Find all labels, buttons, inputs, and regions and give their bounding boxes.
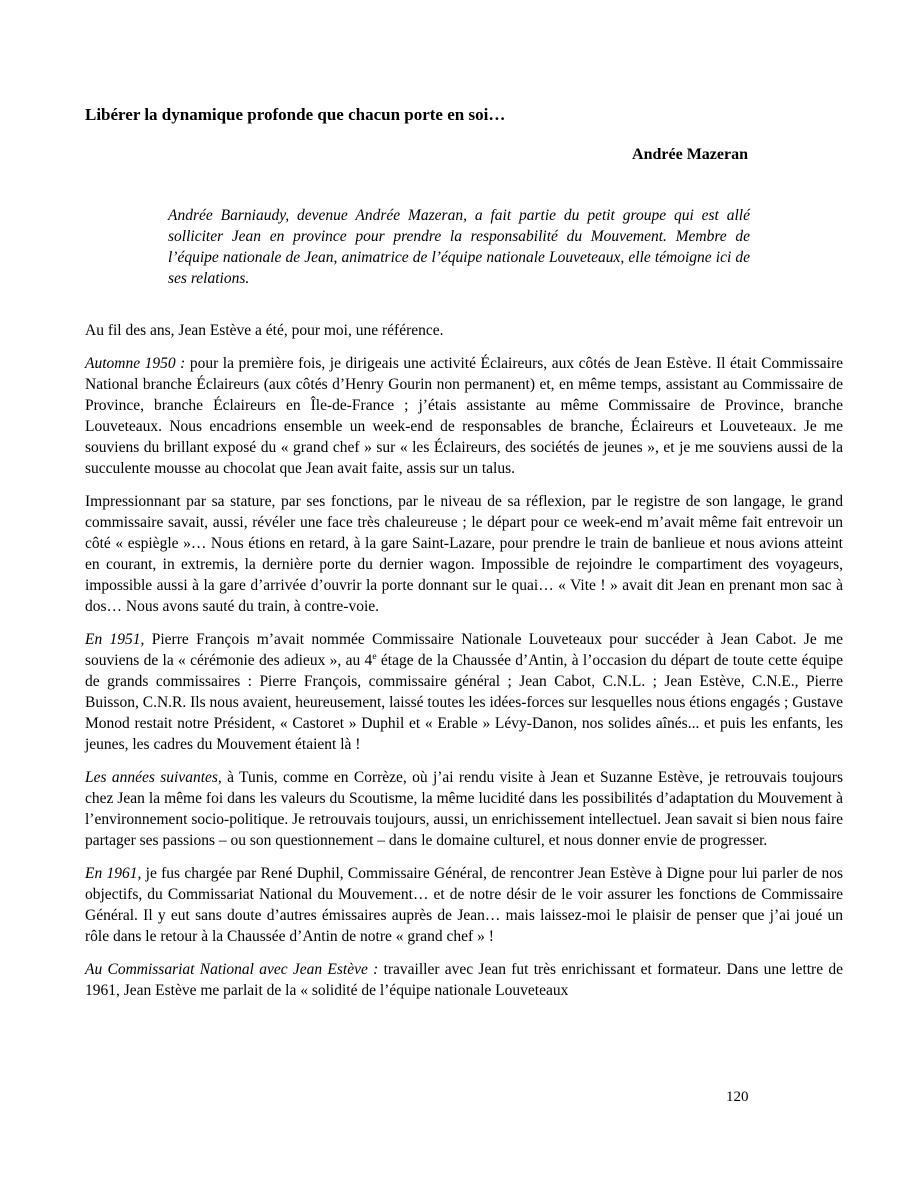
author-name: Andrée Mazeran bbox=[632, 146, 748, 163]
body-paragraphs bbox=[85, 320, 843, 1001]
text-segment: Impressionnant par sa stature, par ses fonctions, par le niveau de sa réflexion, par le registre de son langage, le grand commissaire savait, aussi, révéler une face très chaleureuse ; le départ pour ce week-end m’avait même fait entrevoir un côté « espiègle »… Nous étions en retard, à la gare Saint-Lazare, pour prendre le train de banlieue et nous avions atteint en courant, in extremis, la dernière porte du dernier wagon. Impossible de rejoindre le compartiment des voyageurs, impossible aussi à la gare d’arrivée d’ouvrir la porte donnant sur le quai… « Vite ! » avait dit Jean en prenant mon sac à dos… Nous avons sauté du train, à contre-voie. bbox=[85, 493, 843, 615]
paragraph bbox=[85, 353, 843, 479]
text-segment: pour la première fois, je dirigeais une activité Éclaireurs, aux côtés de Jean Estève. Il était Commissaire National branche Éclaireurs (aux côtés d’Henry Gourin non permanent) et, en même temps, assistant au Commissaire de Province, branche Éclaireurs en Île-de-France ; j’étais assistante au même Commissaire de Province, branche Louveteaux. Nous encadrions ensemble un week-end de responsables de branche, Éclaireurs et Louveteaux. Je me souviens du brillant exposé du « grand chef » sur « les Éclaireurs, des sociétés de jeunes », et je me souviens aussi de la succulente mousse au chocolat que Jean avait faite, assis sur un talus. bbox=[85, 355, 843, 477]
text-segment: Au Commissariat National avec Jean Estève : bbox=[85, 961, 379, 978]
paragraph bbox=[85, 491, 843, 617]
page-number: 120 bbox=[726, 1089, 749, 1105]
text-segment: e bbox=[372, 650, 377, 662]
paragraph bbox=[85, 959, 843, 1001]
page-title: Libérer la dynamique profonde que chacun porte en soi… bbox=[85, 105, 506, 124]
text-segment: En 1951, bbox=[85, 631, 145, 648]
text-segment: Pierre François m’avait nommée Commissaire Nationale Louveteaux pour succéder à Jean Cabot. Je me souviens de la « cérémonie des adieux », au 4 bbox=[85, 631, 844, 669]
text-segment: je fus chargée par René Duphil, Commissaire Général, de rencontrer Jean Estève à Digne pour lui parler de nos objectifs, du Commissariat National du Mouvement… et de notre désir de le voir assurer les fonctions de Commissaire Général. Il y eut sans doute d’autres émissaires auprès de Jean… mais laissez-moi le plaisir de penser que j’ai joué un rôle dans le retour à la Chaussée d’Antin de notre « grand chef » ! bbox=[85, 865, 843, 945]
text-segment: Automne 1950 : bbox=[85, 355, 186, 372]
text-segment: En 1961, bbox=[85, 865, 142, 882]
paragraph bbox=[85, 767, 843, 851]
text-segment: à Tunis, comme en Corrèze, où j’ai rendu visite à Jean et Suzanne Estève, je retrouvais toujours chez Jean la même foi dans les valeurs du Scoutisme, la même lucidité dans les possibilités d’adaptation du Mouvement à l’environnement socio-politique. Je retrouvais toujours, aussi, un enrichissement intellectuel. Jean savait si bien nous faire partager ses passions – ou son questionnement – dans le domaine culturel, et nous donner envie de progresser. bbox=[85, 769, 843, 849]
paragraph bbox=[85, 320, 843, 341]
text-segment: travailler avec Jean fut très enrichissant et formateur. Dans une lettre de 1961, Jean Estève me parlait de la « solidité de l’équipe nationale Louveteaux bbox=[85, 961, 843, 999]
paragraph bbox=[85, 863, 843, 947]
text-segment: étage de la Chaussée d’Antin, à l’occasion du départ de toute cette équipe de grands commissaires : Pierre François, commissaire général ; Jean Cabot, C.N.L. ; Jean Estève, C.N.E., Pierre Buisson, C.N.R. Ils nous avaient, heureusement, laissé toutes les idées-forces sur lesquelles nous étions engagés ; Gustave Monod restait notre Président, « Castoret » Duphil et « Erable » Lévy-Danon, nos solides aînés... et puis les enfants, les jeunes, les cadres du Mouvement étaient là ! bbox=[85, 652, 843, 753]
text-segment: Les années suivantes, bbox=[85, 769, 222, 786]
paragraph bbox=[85, 629, 843, 755]
intro-paragraph: Andrée Barniaudy, devenue Andrée Mazeran, a fait partie du petit groupe qui est allé solliciter Jean en province pour prendre la responsabilité du Mouvement. Membre de l’équipe nationale de Jean, animatrice de l’équipe nationale Louveteaux, elle témoigne ici de ses relations. bbox=[168, 207, 750, 287]
text-segment: Au fil des ans, Jean Estève a été, pour moi, une référence. bbox=[85, 322, 444, 339]
